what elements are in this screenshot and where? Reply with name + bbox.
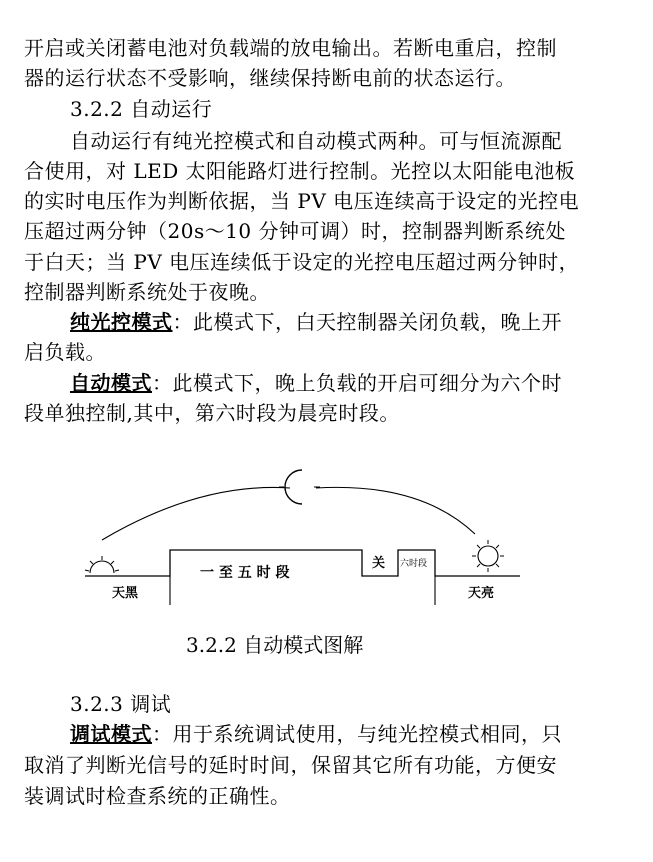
night-arc <box>316 487 475 534</box>
paragraph-line: 于白天；当 PV 电压连续低于设定的光控电压超过两分钟时， <box>24 250 580 274</box>
paragraph-line: 开启或关闭蓄电池对负载端的放电输出。若断电重启，控制 <box>24 36 557 60</box>
sunrise-icon <box>472 540 504 572</box>
figure-caption: 3.2.2 自动模式图解 <box>186 633 364 657</box>
paragraph-line: 装调试时检查系统的正确性。 <box>24 784 291 808</box>
paragraph-line: 取消了判断光信号的延时时间，保留其它所有功能，方便安 <box>24 753 557 777</box>
paragraph-line <box>70 371 562 395</box>
paragraph-line: 自动运行有纯光控模式和自动模式两种。可与恒流源配 <box>70 129 562 153</box>
paragraph-line: 器的运行状态不受影响，继续保持断电前的状态运行。 <box>24 66 516 90</box>
section-heading-3-2-2: 3.2.2 自动运行 <box>70 97 213 121</box>
auto-mode-diagram <box>80 460 540 610</box>
night-arc <box>102 487 290 540</box>
term-description: ：用于系统调试使用，与纯光控模式相同，只 <box>152 722 562 746</box>
label-dusk: 天黑 <box>112 586 139 601</box>
paragraph-line: 合使用，对 LED 太阳能路灯进行控制。光控以太阳能电池板 <box>24 159 576 183</box>
moon-icon <box>279 470 320 504</box>
section-heading-3-2-3: 3.2.3 调试 <box>70 692 172 716</box>
paragraph-line: 压超过两分钟（20s～10 分钟可调）时，控制器判断系统处 <box>24 219 567 243</box>
paragraph-line <box>70 310 562 334</box>
label-dawn: 天亮 <box>468 586 495 601</box>
term-description: ：此模式下，白天控制器关闭负载，晚上开 <box>172 310 562 334</box>
paragraph-line <box>70 722 562 746</box>
label-off: 关 <box>372 556 386 571</box>
paragraph-line: 段单独控制,其中，第六时段为晨亮时段。 <box>24 401 400 425</box>
label-sixth-period: 六时段 <box>400 559 428 569</box>
load-timeline <box>85 550 520 576</box>
paragraph-line: 控制器判断系统处于夜晚。 <box>24 280 270 304</box>
term-auto-mode: 自动模式 <box>70 371 152 395</box>
term-description: ：此模式下，晚上负载的开启可细分为六个时 <box>152 371 562 395</box>
sunset-icon <box>85 556 119 573</box>
term-pure-light-mode: 纯光控模式 <box>70 310 173 334</box>
label-periods-1-5: 一 至 五 时 段 <box>200 565 290 581</box>
term-debug-mode: 调试模式 <box>70 722 152 746</box>
paragraph-line: 启负载。 <box>24 340 106 364</box>
paragraph-line: 的实时电压作为判断依据，当 PV 电压连续高于设定的光控电 <box>24 189 580 213</box>
